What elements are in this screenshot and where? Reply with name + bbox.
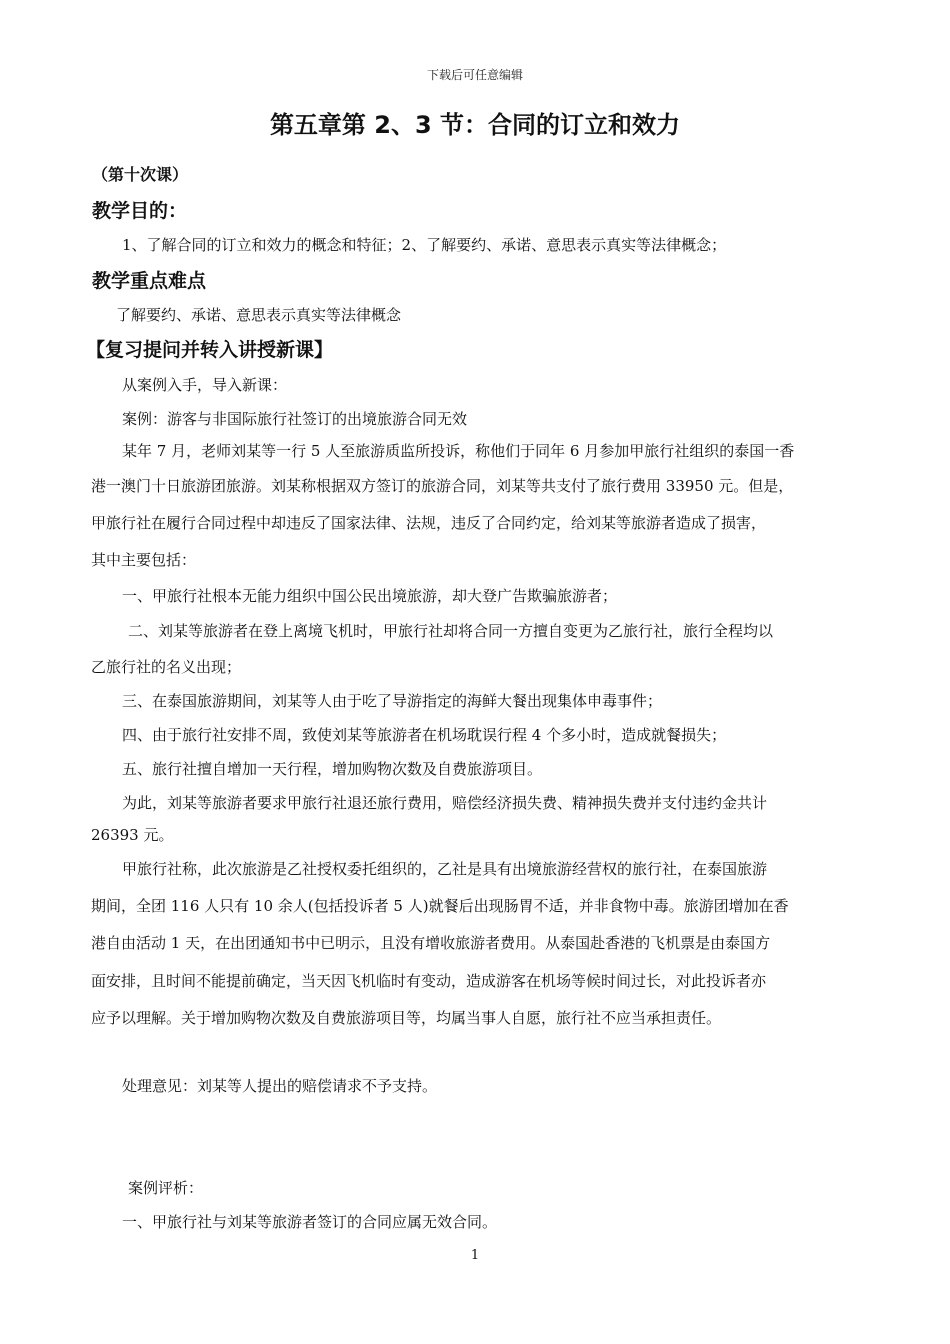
lesson-label: （第十次课）: [92, 165, 189, 184]
objective-heading: 教学目的：: [92, 200, 188, 222]
body-line: 其中主要包括：: [91, 551, 197, 569]
body-line: 处理意见：刘某等人提出的赔偿请求不予支持。: [122, 1077, 438, 1095]
body-line: 期间，全团 116 人只有 10 余人(包括投诉者 5 人)就餐后出现肠胃不适，并非食物中毒。旅游团增加在香: [91, 897, 789, 915]
body-line: 面安排，且时间不能提前确定，当天因飞机临时有变动，造成游客在机场等候时间过长，对此投诉者亦: [91, 972, 767, 990]
body-line: 从案例入手，导入新课：: [122, 376, 288, 394]
body-line: 甲旅行社在履行合同过程中却违反了国家法律、法规，违反了合同约定，给刘某等旅游者造成了损害，: [91, 514, 767, 532]
body-line: 三、在泰国旅游期间，刘某等人由于吃了导游指定的海鲜大餐出现集体申毒事件；: [122, 692, 663, 710]
body-line: 港自由活动 1 天，在出团通知书中已明示，且没有增收旅游者费用。从泰国赴香港的飞机票是由泰国方: [91, 934, 771, 952]
focus-heading: 教学重点难点: [92, 270, 207, 292]
objective-text: 1、了解合同的订立和效力的概念和特征；2、了解要约、承诺、意思表示真实等法律概念；: [122, 236, 727, 254]
page-title: 第五章第 2、3 节：合同的订立和效力: [269, 111, 681, 139]
body-line: 一、甲旅行社与刘某等旅游者签订的合同应属无效合同。: [122, 1213, 498, 1231]
body-line: 26393 元。: [91, 826, 174, 844]
focus-text: 了解要约、承诺、意思表示真实等法律概念: [116, 306, 402, 324]
body-line: 案例评析：: [128, 1179, 204, 1197]
body-line: 四、由于旅行社安排不周，致使刘某等旅游者在机场耽误行程 4 个多小时，造成就餐损失；: [122, 726, 727, 744]
body-line: 为此，刘某等旅游者要求甲旅行社退还旅行费用，赔偿经济损失费、精神损失费并支付违约金共计: [122, 794, 768, 812]
body-line: 二、刘某等旅游者在登上离境飞机时，甲旅行社却将合同一方擅自变更为乙旅行社，旅行全程均以: [128, 622, 774, 640]
body-line: 一、甲旅行社根本无能力组织中国公民出境旅游，却大登广告欺骗旅游者；: [122, 587, 618, 605]
body-line: 应予以理解。关于增加购物次数及自费旅游项目等，均属当事人自愿，旅行社不应当承担责任。: [91, 1009, 722, 1027]
body-line: 案例：游客与非国际旅行社签订的出境旅游合同无效: [122, 410, 468, 428]
body-line: 港一澳门十日旅游团旅游。刘某称根据双方签订的旅游合同，刘某等共支付了旅行费用 33950 元。但是，: [91, 477, 794, 495]
body-line: 五、旅行社擅自增加一天行程，增加购物次数及自费旅游项目。: [122, 760, 543, 778]
page-number: 1: [470, 1248, 480, 1263]
body-line: 某年 7 月，老师刘某等一行 5 人至旅游质监所投诉，称他们于同年 6 月参加甲旅行社组织的泰国一香: [122, 442, 795, 460]
header-note: 下载后可任意编辑: [426, 68, 523, 82]
body-line: 乙旅行社的名义出现；: [91, 658, 242, 676]
body-line: 甲旅行社称，此次旅游是乙社授权委托组织的，乙社是具有出境旅游经营权的旅行社，在泰国旅游: [122, 860, 768, 878]
review-heading: 【复习提问并转入讲授新课】: [86, 339, 334, 361]
